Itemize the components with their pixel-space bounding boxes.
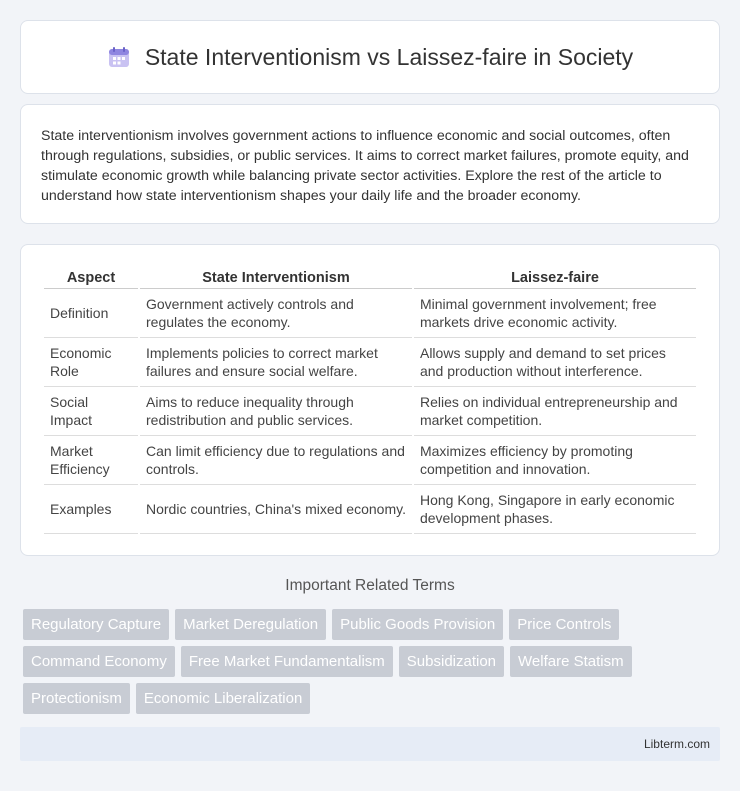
row-laissez-faire: Minimal government involvement; free markets drive economic activity. [414, 289, 696, 338]
related-terms-title: Important Related Terms [285, 577, 455, 594]
term-tag[interactable]: Public Goods Provision [332, 609, 503, 640]
calendar-icon [107, 45, 131, 69]
term-tag[interactable]: Price Controls [509, 609, 619, 640]
row-aspect: Examples [44, 485, 138, 534]
row-aspect: Market Efficiency [44, 436, 138, 485]
term-tag[interactable]: Regulatory Capture [23, 609, 169, 640]
table-row [44, 289, 696, 338]
row-aspect: Economic Role [44, 338, 138, 387]
term-tag[interactable]: Welfare Statism [510, 646, 632, 677]
table-row [44, 387, 696, 436]
comparison-table [42, 265, 698, 534]
header-state-interventionism: State Interventionism [140, 265, 412, 289]
row-state-interventionism: Can limit efficiency due to regulations and controls. [140, 436, 412, 485]
header-laissez-faire: Laissez-faire [414, 265, 696, 289]
term-tag[interactable]: Subsidization [399, 646, 504, 677]
footer [20, 727, 720, 761]
table-header-row [44, 265, 696, 289]
row-laissez-faire: Maximizes efficiency by promoting competition and innovation. [414, 436, 696, 485]
term-tag[interactable]: Protectionism [23, 683, 130, 714]
comparison-table-card [20, 244, 720, 556]
row-aspect: Social Impact [44, 387, 138, 436]
footer-site-link[interactable]: Libterm.com [643, 737, 710, 751]
term-tag[interactable]: Free Market Fundamentalism [181, 646, 393, 677]
table-row [44, 338, 696, 387]
row-laissez-faire: Hong Kong, Singapore in early economic development phases. [414, 485, 696, 534]
row-state-interventionism: Nordic countries, China's mixed economy. [140, 485, 412, 534]
table-row [44, 485, 696, 534]
table-row [44, 436, 696, 485]
term-tag[interactable]: Market Deregulation [175, 609, 326, 640]
row-state-interventionism: Aims to reduce inequality through redistribution and public services. [140, 387, 412, 436]
header-card [20, 20, 720, 94]
term-tag[interactable]: Command Economy [23, 646, 175, 677]
row-laissez-faire: Relies on individual entrepreneurship and market competition. [414, 387, 696, 436]
intro-card [20, 104, 720, 224]
page-title: State Interventionism vs Laissez-faire in Society [144, 43, 634, 70]
intro-text: State interventionism involves government actions to influence economic and social outcomes, often through regulations, subsidies, or public services. It aims to correct market failures, promote equity, and stimulate economic growth while balancing private sector activities. Explore the rest of the article to understand how state interventionism shapes your daily life and the broader economy. [41, 128, 689, 204]
header-aspect: Aspect [44, 265, 138, 289]
row-state-interventionism: Implements policies to correct market failures and ensure social welfare. [140, 338, 412, 387]
row-state-interventionism: Government actively controls and regulates the economy. [140, 289, 412, 338]
row-laissez-faire: Allows supply and demand to set prices and production without interference. [414, 338, 696, 387]
related-terms-list [23, 609, 723, 720]
term-tag[interactable]: Economic Liberalization [136, 683, 310, 714]
row-aspect: Definition [44, 289, 138, 338]
